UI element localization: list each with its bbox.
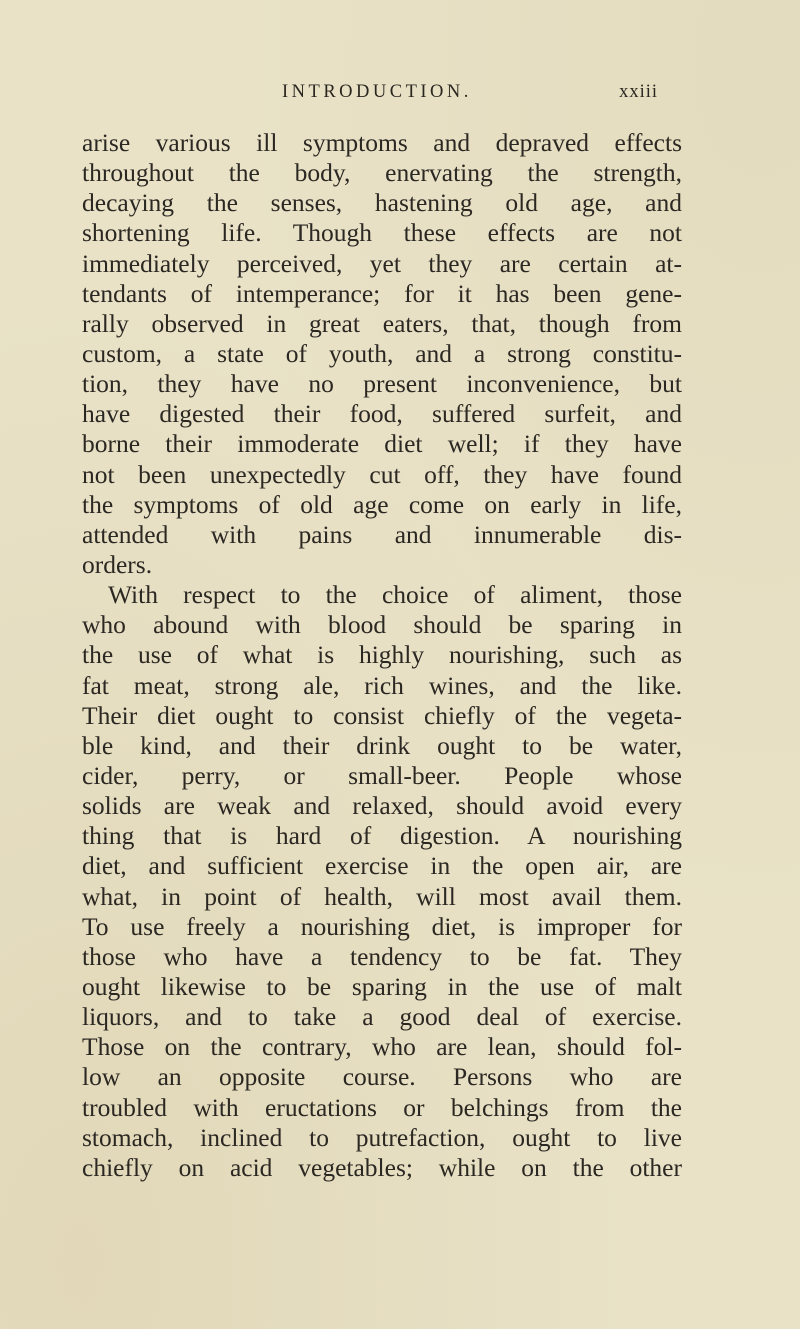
text-line: what, in point of health, will most avail them.: [82, 881, 682, 911]
body-text: [82, 128, 682, 1183]
text-line: liquors, and to take a good deal of exercise.: [82, 1002, 682, 1032]
text-line: immediately perceived, yet they are certain at-: [82, 248, 682, 278]
text-line: borne their immoderate diet well; if they have: [82, 429, 682, 459]
text-line: decaying the senses, hastening old age, and: [82, 188, 682, 218]
text-line: troubled with eructations or belchings from the: [82, 1092, 682, 1122]
text-line: those who have a tendency to be fat. They: [82, 941, 682, 971]
text-line: arise various ill symptoms and depraved effects: [82, 128, 682, 157]
running-head-title: INTRODUCTION.: [282, 82, 472, 102]
text-line: cider, perry, or small-beer. People whose: [82, 760, 682, 790]
page-number: xxiii: [619, 82, 658, 102]
text-line: Their diet ought to consist chiefly of the vegeta-: [82, 700, 682, 730]
running-head: [252, 82, 658, 112]
text-line: attended with pains and innumerable dis-: [82, 519, 682, 549]
text-line: chiefly on acid vegetables; while on the other: [82, 1152, 682, 1182]
text-line: diet, and sufficient exercise in the open air, are: [82, 851, 682, 881]
text-line: shortening life. Though these effects are not: [82, 218, 682, 248]
text-line: To use freely a nourishing diet, is improper for: [82, 911, 682, 941]
text-line: thing that is hard of digestion. A nourishing: [82, 821, 682, 851]
text-line: stomach, inclined to putrefaction, ought to live: [82, 1122, 682, 1152]
text-line: low an opposite course. Persons who are: [82, 1062, 682, 1092]
text-line: tendants of intemperance; for it has been gene-: [82, 278, 682, 308]
text-line: custom, a state of youth, and a strong constitu-: [82, 338, 682, 368]
text-line: orders.: [82, 549, 153, 579]
text-line: Those on the contrary, who are lean, should fol-: [82, 1032, 682, 1062]
text-line: ble kind, and their drink ought to be water,: [82, 730, 682, 760]
text-line: fat meat, strong ale, rich wines, and the like.: [82, 670, 682, 700]
text-line: who abound with blood should be sparing in: [82, 610, 682, 640]
text-line: the symptoms of old age come on early in life,: [82, 489, 682, 519]
text-line: have digested their food, suffered surfeit, and: [82, 399, 682, 429]
text-line: With respect to the choice of aliment, those: [108, 580, 682, 610]
text-line: the use of what is highly nourishing, such as: [82, 640, 682, 670]
text-line: ought likewise to be sparing in the use of malt: [82, 971, 682, 1001]
text-line: solids are weak and relaxed, should avoid every: [82, 791, 682, 821]
text-line: rally observed in great eaters, that, though from: [82, 308, 682, 338]
text-line: throughout the body, enervating the strength,: [82, 158, 682, 188]
text-line: not been unexpectedly cut off, they have found: [82, 459, 682, 489]
text-line: tion, they have no present inconvenience, but: [82, 369, 682, 399]
